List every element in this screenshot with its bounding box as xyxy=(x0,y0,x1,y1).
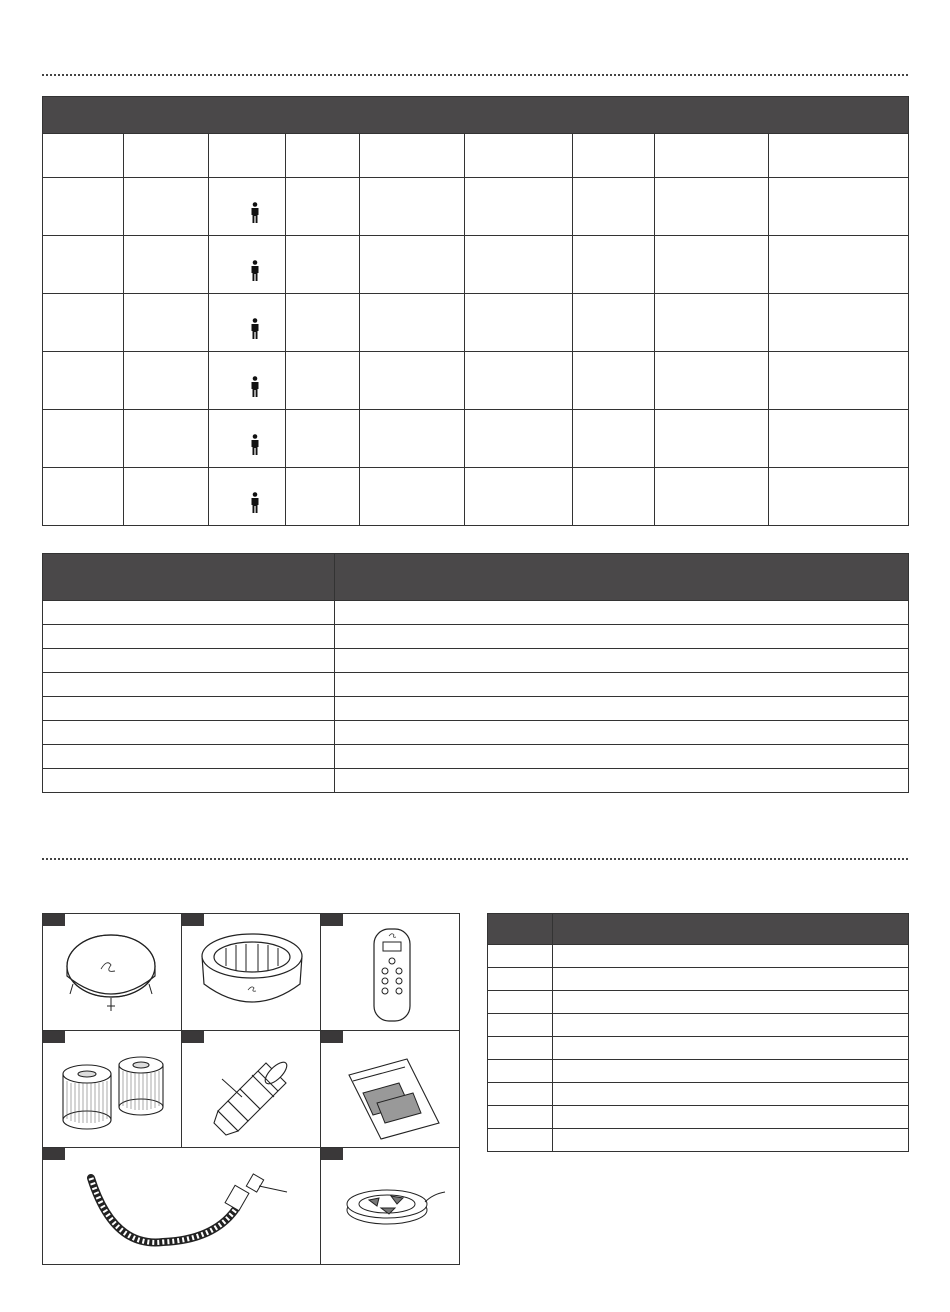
spec-row xyxy=(43,236,909,294)
spec-header-cell xyxy=(360,134,465,178)
parts-list-row-cell xyxy=(553,1060,909,1083)
spec-table-title xyxy=(43,97,909,134)
spec-row xyxy=(43,178,909,236)
spec-row-cell xyxy=(655,352,769,410)
parts-list-table xyxy=(487,913,909,1152)
spec-row-cell xyxy=(124,352,209,410)
spec-row-cell xyxy=(43,294,124,352)
parts-list-row xyxy=(488,1129,909,1152)
section-divider-top xyxy=(42,74,908,76)
spec-row-cell xyxy=(655,236,769,294)
param-row xyxy=(43,673,909,697)
param-row xyxy=(43,721,909,745)
spec-row-cell xyxy=(124,178,209,236)
specification-table xyxy=(42,96,909,526)
spec-row xyxy=(43,410,909,468)
spec-row xyxy=(43,294,909,352)
spec-header-cell xyxy=(769,134,909,178)
spec-header-cell xyxy=(124,134,209,178)
spec-row-cell xyxy=(360,352,465,410)
parts-illustration-grid xyxy=(42,913,460,1265)
spec-row-cell xyxy=(573,352,655,410)
spec-row-cell xyxy=(43,410,124,468)
parts-list-row xyxy=(488,1014,909,1037)
tape-roll-icon xyxy=(321,1148,459,1264)
param-row-cell xyxy=(43,721,335,745)
parts-list-row-cell xyxy=(488,1129,553,1152)
param-row xyxy=(43,625,909,649)
spec-row xyxy=(43,352,909,410)
spec-row-cell xyxy=(769,236,909,294)
spec-row-cell xyxy=(286,410,360,468)
parts-list-row-cell xyxy=(488,1037,553,1060)
part-cell-hose xyxy=(43,1148,321,1264)
spec-row-cell xyxy=(769,178,909,236)
spec-row-cell xyxy=(360,294,465,352)
repair-patch-icon xyxy=(321,1031,459,1148)
param-row-cell xyxy=(43,745,335,769)
param-row-cell xyxy=(335,625,909,649)
param-header-right xyxy=(335,554,909,601)
spec-row-cell xyxy=(655,410,769,468)
param-row-cell xyxy=(335,769,909,793)
spec-row-cell xyxy=(286,236,360,294)
param-row xyxy=(43,697,909,721)
section-divider-middle xyxy=(42,858,908,860)
parts-list-row-cell xyxy=(488,1060,553,1083)
param-header-left xyxy=(43,554,335,601)
spec-row-cell xyxy=(573,294,655,352)
spec-row-cell xyxy=(465,352,573,410)
part-cell-filters xyxy=(43,1031,182,1148)
parts-list-row-cell xyxy=(488,1106,553,1129)
spec-row-cell xyxy=(573,178,655,236)
valve-connector-icon xyxy=(182,1031,321,1148)
spec-row-cell xyxy=(769,410,909,468)
spa-tub-icon xyxy=(182,914,321,1031)
param-row-cell xyxy=(43,625,335,649)
spec-header-cell xyxy=(43,134,124,178)
spec-row-cell xyxy=(286,468,360,526)
spec-row-cell xyxy=(124,410,209,468)
part-cell-tape xyxy=(321,1148,459,1264)
spec-row-cell xyxy=(465,178,573,236)
spec-row-cell xyxy=(209,410,286,468)
spec-row-cell xyxy=(43,236,124,294)
spec-row-cell xyxy=(655,178,769,236)
parts-list-row xyxy=(488,1083,909,1106)
spec-row-cell xyxy=(286,294,360,352)
spec-row-cell xyxy=(360,410,465,468)
spec-row-cell xyxy=(286,178,360,236)
filter-cartridges-icon xyxy=(43,1031,182,1148)
param-row xyxy=(43,745,909,769)
spec-row-cell xyxy=(360,178,465,236)
part-cell-patch xyxy=(321,1031,459,1148)
parts-list-row xyxy=(488,945,909,968)
param-row-cell xyxy=(43,649,335,673)
param-row-cell xyxy=(43,769,335,793)
param-row-cell xyxy=(335,721,909,745)
spec-row-cell xyxy=(465,468,573,526)
spec-row-cell xyxy=(43,352,124,410)
spec-row-cell xyxy=(124,236,209,294)
spec-row-cell xyxy=(655,294,769,352)
part-cell-remote xyxy=(321,914,459,1031)
parameter-table xyxy=(42,553,909,793)
param-row-cell xyxy=(335,697,909,721)
parts-list-row xyxy=(488,1106,909,1129)
param-row-cell xyxy=(335,649,909,673)
spec-row-cell xyxy=(360,468,465,526)
spec-row-cell xyxy=(124,294,209,352)
parts-list-row-cell xyxy=(488,1083,553,1106)
part-cell-tub xyxy=(182,914,321,1031)
param-row-cell xyxy=(335,601,909,625)
param-row xyxy=(43,601,909,625)
parts-list-row-cell xyxy=(553,991,909,1014)
parts-list-header-number xyxy=(488,914,553,945)
parts-list-row-cell xyxy=(488,945,553,968)
spec-row-cell xyxy=(43,178,124,236)
parts-list-row-cell xyxy=(553,1014,909,1037)
spec-row-cell xyxy=(655,468,769,526)
parts-list-row xyxy=(488,991,909,1014)
parts-list-row-cell xyxy=(553,1129,909,1152)
param-row-cell xyxy=(43,673,335,697)
spec-header-cell xyxy=(465,134,573,178)
part-cell-valve xyxy=(182,1031,321,1148)
parts-list-row xyxy=(488,1060,909,1083)
spec-row-cell xyxy=(209,236,286,294)
spec-row-cell xyxy=(209,352,286,410)
remote-control-icon xyxy=(321,914,459,1031)
spec-row-cell xyxy=(573,468,655,526)
spec-row-cell xyxy=(209,468,286,526)
param-row xyxy=(43,649,909,673)
param-row-cell xyxy=(335,745,909,769)
parts-list-row xyxy=(488,1037,909,1060)
spec-row-cell xyxy=(209,178,286,236)
spec-row-cell xyxy=(465,294,573,352)
spec-row-cell xyxy=(124,468,209,526)
parts-list-row-cell xyxy=(553,1037,909,1060)
parts-list-row-cell xyxy=(488,968,553,991)
spec-header-cell xyxy=(655,134,769,178)
spec-row-cell xyxy=(769,352,909,410)
parts-list-row-cell xyxy=(488,991,553,1014)
parts-list-row xyxy=(488,968,909,991)
spec-header-row xyxy=(43,134,909,178)
spec-row-cell xyxy=(769,294,909,352)
spec-row-cell xyxy=(43,468,124,526)
spec-row-cell xyxy=(465,236,573,294)
spec-row-cell xyxy=(209,294,286,352)
parts-list-row-cell xyxy=(553,1083,909,1106)
spec-row-cell xyxy=(360,236,465,294)
param-row xyxy=(43,769,909,793)
parts-list-row-cell xyxy=(553,1106,909,1129)
spec-header-cell xyxy=(209,134,286,178)
spec-row-cell xyxy=(769,468,909,526)
spec-header-cell xyxy=(286,134,360,178)
inflation-hose-icon xyxy=(43,1148,321,1264)
part-cell-cover xyxy=(43,914,182,1031)
spa-cover-icon xyxy=(43,914,182,1031)
param-row-cell xyxy=(43,697,335,721)
param-row-cell xyxy=(335,673,909,697)
spec-row xyxy=(43,468,909,526)
spec-row-cell xyxy=(573,410,655,468)
spec-row-cell xyxy=(573,236,655,294)
parts-list-row-cell xyxy=(488,1014,553,1037)
spec-row-cell xyxy=(286,352,360,410)
parts-list-header-description xyxy=(553,914,909,945)
param-row-cell xyxy=(43,601,335,625)
parts-list-row-cell xyxy=(553,968,909,991)
parts-list-row-cell xyxy=(553,945,909,968)
spec-header-cell xyxy=(573,134,655,178)
spec-row-cell xyxy=(465,410,573,468)
